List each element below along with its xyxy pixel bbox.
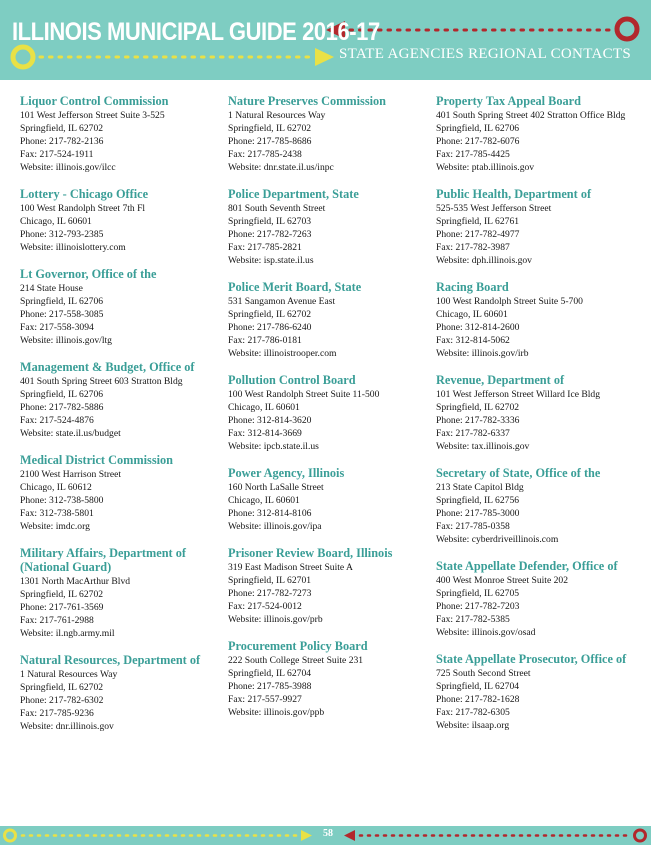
agency-phone: Phone: 217-782-7263 [228, 229, 312, 240]
agency-website[interactable]: Website: dnr.state.il.us/inpc [228, 162, 334, 173]
agency-entry [436, 652, 641, 732]
agency-phone: Phone: 217-785-3000 [436, 508, 520, 519]
agency-street-address: 801 South Seventh Street [228, 203, 326, 214]
bottom-arrow-icon [40, 48, 334, 66]
footer-red-ring-icon [635, 830, 646, 841]
agency-phone: Phone: 217-782-4977 [436, 229, 520, 240]
agency-website[interactable]: Website: illinois.gov/ipa [228, 521, 322, 532]
agency-entry [436, 559, 641, 639]
agency-city-state-zip: Chicago, IL 60601 [228, 495, 300, 506]
agency-city-state-zip: Chicago, IL 60601 [228, 402, 300, 413]
agency-website[interactable]: Website: dnr.illinois.gov [20, 721, 114, 732]
agency-website[interactable]: Website: illinoistrooper.com [228, 348, 337, 359]
agency-fax: Fax: 217-785-0358 [436, 521, 510, 532]
agency-phone: Phone: 217-782-7203 [436, 601, 520, 612]
agency-entry [228, 94, 433, 174]
agency-phone: Phone: 217-782-6302 [20, 695, 104, 706]
agency-name: Procurement Policy Board [228, 639, 368, 653]
agency-phone: Phone: 217-761-3569 [20, 602, 104, 613]
agency-name: Secretary of State, Office of the [436, 466, 601, 480]
agency-name: Power Agency, Illinois [228, 466, 345, 480]
agency-fax: Fax: 217-782-5385 [436, 614, 510, 625]
agency-street-address: 100 West Randolph Street Suite 5-700 [436, 296, 583, 307]
agency-website[interactable]: Website: illinois.gov/ltg [20, 335, 112, 346]
agency-name: State Appellate Prosecutor, Office of [436, 652, 627, 666]
agency-entry [436, 466, 641, 546]
agency-fax: Fax: 217-785-2821 [228, 242, 302, 253]
footer-yellow-arrow-icon [301, 830, 312, 841]
agency-name: Public Health, Department of [436, 187, 592, 201]
agency-street-address: 725 South Second Street [436, 668, 531, 679]
agency-street-address: 1301 North MacArthur Blvd [20, 576, 131, 587]
agency-website[interactable]: Website: dph.illinois.gov [436, 255, 532, 266]
agency-entry [436, 94, 641, 174]
agency-phone: Phone: 217-782-1628 [436, 694, 520, 705]
agency-name: Pollution Control Board [228, 373, 356, 387]
agency-name: Lottery - Chicago Office [20, 187, 149, 201]
agency-entry [228, 546, 433, 626]
agency-phone: Phone: 217-782-2136 [20, 136, 104, 147]
agency-city-state-zip: Springfield, IL 62702 [228, 123, 312, 134]
yellow-ring-icon [13, 47, 33, 67]
agency-website[interactable]: Website: illinoislottery.com [20, 242, 126, 253]
agency-website[interactable]: Website: illinois.gov/ilcc [20, 162, 116, 173]
agency-name: Nature Preserves Commission [228, 94, 387, 108]
agency-entry [228, 639, 433, 719]
footer-yellow-ring-icon [5, 830, 16, 841]
agency-city-state-zip: Springfield, IL 62702 [436, 402, 520, 413]
page-number: 58 [323, 828, 333, 839]
agency-website[interactable]: Website: ipcb.state.il.us [228, 441, 319, 452]
agency-entry [228, 280, 433, 360]
agency-phone: Phone: 217-782-7273 [228, 588, 312, 599]
page-footer [0, 826, 651, 845]
agency-fax: Fax: 217-782-3987 [436, 242, 510, 253]
agency-street-address: 101 West Jefferson Street Willard Ice Bldg [436, 389, 601, 400]
agency-name: Racing Board [436, 280, 509, 294]
agency-phone: Phone: 312-738-5800 [20, 495, 104, 506]
agency-city-state-zip: Springfield, IL 62702 [20, 589, 104, 600]
agency-fax: Fax: 312-814-3669 [228, 428, 302, 439]
agency-phone: Phone: 312-814-8106 [228, 508, 312, 519]
agency-phone: Phone: 217-782-3336 [436, 415, 520, 426]
agency-street-address: 100 West Randolph Street Suite 11-500 [228, 389, 380, 400]
agency-city-state-zip: Springfield, IL 62704 [436, 681, 520, 692]
agency-street-address: 400 West Monroe Street Suite 202 [436, 575, 569, 586]
agency-city-state-zip: Springfield, IL 62706 [20, 296, 104, 307]
agency-entry [228, 373, 433, 453]
agency-name: State Appellate Defender, Office of [436, 559, 618, 573]
agency-website[interactable]: Website: illinois.gov/osad [436, 627, 536, 638]
agency-city-state-zip: Springfield, IL 62704 [228, 668, 312, 679]
agency-phone: Phone: 217-785-8686 [228, 136, 312, 147]
agency-phone: Phone: 217-558-3085 [20, 309, 104, 320]
agency-name: Medical District Commission [20, 453, 174, 467]
agency-name: Management & Budget, Office of [20, 360, 195, 374]
agency-street-address: 222 South College Street Suite 231 [228, 655, 364, 666]
agency-city-state-zip: Chicago, IL 60601 [20, 216, 92, 227]
agency-entry [436, 280, 641, 360]
agency-entry [20, 546, 225, 640]
footer-red-arrow-icon [344, 830, 355, 841]
agency-entry [436, 187, 641, 267]
agency-phone: Phone: 312-814-3620 [228, 415, 312, 426]
section-subtitle: STATE AGENCIES REGIONAL CONTACTS [338, 46, 631, 62]
agency-entry [20, 94, 225, 174]
agency-entry [20, 267, 225, 347]
agency-entry [20, 187, 225, 254]
agency-entry [228, 187, 433, 267]
agency-website[interactable]: Website: state.il.us/budget [20, 428, 121, 439]
agency-website[interactable]: Website: cyberdriveillinois.com [436, 534, 559, 545]
agency-phone: Phone: 217-786-6240 [228, 322, 312, 333]
agency-city-state-zip: Springfield, IL 62702 [228, 309, 312, 320]
agency-fax: Fax: 217-785-9236 [20, 708, 94, 719]
agency-website[interactable]: Website: ptab.illinois.gov [436, 162, 535, 173]
agency-street-address: 213 State Capitol Bldg [436, 482, 524, 493]
agency-city-state-zip: Springfield, IL 62706 [20, 389, 104, 400]
agency-street-address: 319 East Madison Street Suite A [228, 562, 353, 573]
agency-fax: Fax: 217-782-6337 [436, 428, 510, 439]
page-header [0, 0, 651, 80]
agency-fax: Fax: 217-558-3094 [20, 322, 94, 333]
agency-entry [436, 373, 641, 453]
agency-city-state-zip: Springfield, IL 62702 [20, 682, 104, 693]
agency-website[interactable]: Website: isp.state.il.us [228, 255, 314, 266]
agency-street-address: 525-535 West Jefferson Street [436, 203, 552, 214]
agency-fax: Fax: 217-524-4876 [20, 415, 94, 426]
contacts-column-2 [228, 94, 433, 732]
agency-website[interactable]: Website: illinois.gov/ppb [228, 707, 325, 718]
agency-street-address: 160 North LaSalle Street [228, 482, 324, 493]
agency-fax: Fax: 217-786-0181 [228, 335, 302, 346]
agency-website[interactable]: Website: tax.illinois.gov [436, 441, 530, 452]
agency-entry [20, 360, 225, 440]
agency-street-address: 1 Natural Resources Way [228, 110, 326, 121]
agency-street-address: 401 South Spring Street 402 Stratton Office Bldg [436, 110, 626, 121]
agency-name: Prisoner Review Board, Illinois [228, 546, 393, 560]
agency-phone: Phone: 217-785-3988 [228, 681, 312, 692]
agency-name: Property Tax Appeal Board [436, 94, 581, 108]
agency-city-state-zip: Springfield, IL 62702 [20, 123, 104, 134]
agency-city-state-zip: Springfield, IL 62703 [228, 216, 312, 227]
agency-fax: Fax: 217-782-6305 [436, 707, 510, 718]
contacts-column-1 [20, 94, 225, 746]
agency-fax: Fax: 312-814-5062 [436, 335, 510, 346]
agency-name: Police Merit Board, State [228, 280, 362, 294]
agency-fax: Fax: 217-761-2988 [20, 615, 94, 626]
page-title: ILLINOIS MUNICIPAL GUIDE 2016-17 [12, 18, 380, 46]
agency-name: Lt Governor, Office of the [20, 267, 157, 281]
agency-street-address: 101 West Jefferson Street Suite 3-525 [20, 110, 165, 121]
agency-street-address: 1 Natural Resources Way [20, 669, 118, 680]
agency-website[interactable]: Website: il.ngb.army.mil [20, 628, 115, 639]
agency-website[interactable]: Website: ilsaap.org [436, 720, 510, 731]
agency-fax: Fax: 217-785-4425 [436, 149, 510, 160]
agency-fax: Fax: 217-524-0012 [228, 601, 302, 612]
agency-city-state-zip: Springfield, IL 62701 [228, 575, 312, 586]
agency-fax: Fax: 217-524-1911 [20, 149, 94, 160]
agency-name: Liquor Control Commission [20, 94, 169, 108]
agency-entry [20, 453, 225, 533]
agency-city-state-zip: Springfield, IL 62705 [436, 588, 520, 599]
agency-street-address: 401 South Spring Street 603 Stratton Bldg [20, 376, 183, 387]
contacts-column-3 [436, 94, 641, 745]
agency-fax: Fax: 217-557-9927 [228, 694, 302, 705]
agency-fax: Fax: 312-738-5801 [20, 508, 94, 519]
agency-name: Military Affairs, Department of (National Guard) [20, 546, 186, 574]
agency-phone: Phone: 312-814-2600 [436, 322, 520, 333]
agency-fax: Fax: 217-785-2438 [228, 149, 302, 160]
agency-street-address: 214 State House [20, 283, 83, 294]
agency-phone: Phone: 217-782-5886 [20, 402, 104, 413]
agency-name: Police Department, State [228, 187, 359, 201]
agency-city-state-zip: Springfield, IL 62706 [436, 123, 520, 134]
agency-street-address: 100 West Randolph Street 7th Fl [20, 203, 146, 214]
agency-street-address: 2100 West Harrison Street [20, 469, 122, 480]
agency-website[interactable]: Website: illinois.gov/prb [228, 614, 323, 625]
agency-entry [228, 466, 433, 533]
agency-website[interactable]: Website: illinois.gov/irb [436, 348, 529, 359]
agency-city-state-zip: Springfield, IL 62761 [436, 216, 520, 227]
agency-city-state-zip: Springfield, IL 62756 [436, 495, 520, 506]
agency-phone: Phone: 217-782-6076 [436, 136, 520, 147]
agency-website[interactable]: Website: imdc.org [20, 521, 90, 532]
agency-street-address: 531 Sangamon Avenue East [228, 296, 336, 307]
agency-entry [20, 653, 225, 733]
agency-name: Natural Resources, Department of [20, 653, 201, 667]
agency-city-state-zip: Chicago, IL 60601 [436, 309, 508, 320]
red-ring-icon [617, 19, 637, 39]
agency-name: Revenue, Department of [436, 373, 565, 387]
agency-city-state-zip: Chicago, IL 60612 [20, 482, 92, 493]
agency-phone: Phone: 312-793-2385 [20, 229, 104, 240]
